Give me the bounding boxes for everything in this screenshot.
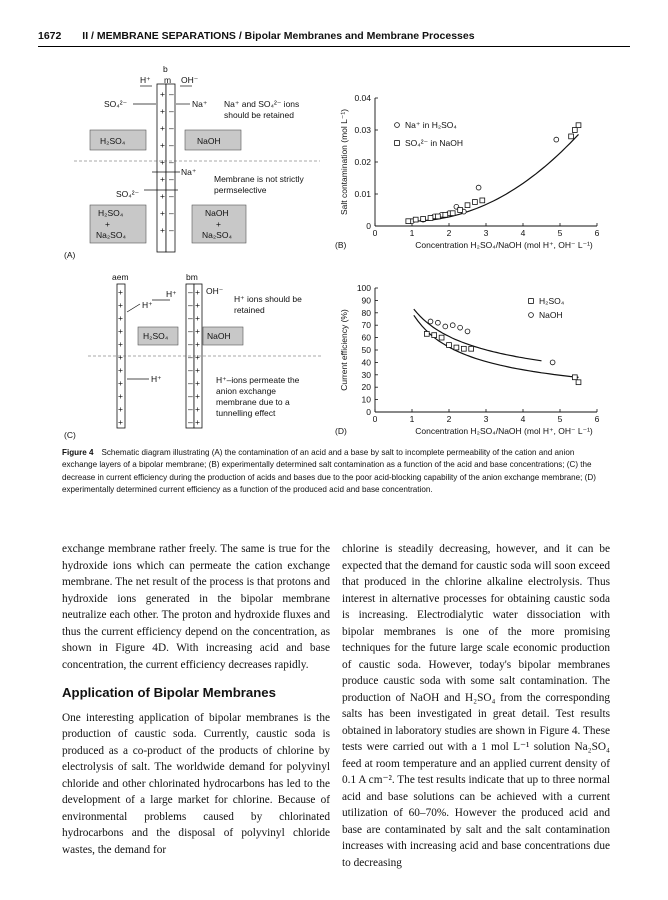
- ion-oh-top: OH⁻: [181, 75, 199, 85]
- y-tick-label: 100: [356, 283, 371, 293]
- x-tick-label: 6: [594, 228, 600, 238]
- y-tick-label: 70: [361, 320, 371, 331]
- svg-text:–: –: [188, 404, 193, 414]
- data-point-square: [432, 333, 437, 338]
- panel-d: [335, 280, 615, 442]
- panel-a-label: (A): [64, 250, 76, 260]
- svg-text:+: +: [118, 300, 123, 310]
- svg-text:+: +: [195, 378, 200, 388]
- header-rule: [38, 46, 630, 47]
- data-point-circle: [436, 320, 441, 325]
- svg-text:–: –: [188, 365, 193, 375]
- data-point-square: [454, 345, 459, 350]
- section-heading: Application of Bipolar Membranes: [62, 685, 276, 700]
- ion-so4-top: SO₄²⁻: [104, 99, 128, 109]
- x-tick-label: 0: [372, 414, 378, 424]
- data-point-square: [480, 198, 485, 203]
- ion-h-top: H⁺: [140, 75, 151, 85]
- left-paragraph-2: One interesting application of bipolar membranes is the production of caustic soda. Currently, caustic soda is produced as a co-product of the products of chlorine by electrolysis of salt. The worldwide demand for polyvinyl chloride and other chlorinated hydrocarbons has led to the development of a large market for chlorine. Because of environmental problems caused by chlorinated hydrocarbons and the disposal of polyvinyl chloride wastes, the demand for: [62, 711, 330, 856]
- x-axis-label: Concentration H₂SO₄/NaOH (mol H⁺, OH⁻ L⁻¹): [415, 426, 593, 436]
- data-point-square: [447, 343, 452, 348]
- data-point-square: [572, 128, 577, 133]
- svg-text:+: +: [160, 208, 165, 218]
- x-tick-label: 5: [557, 414, 563, 424]
- ion-h-permeate: H⁺: [151, 374, 162, 384]
- svg-text:+: +: [195, 339, 200, 349]
- data-point-square: [576, 123, 581, 128]
- note-permeate-4: tunnelling effect: [216, 408, 276, 418]
- box-h2so4-na2so4-line1: H₂SO₄: [98, 208, 124, 218]
- x-tick-label: 6: [594, 414, 600, 424]
- data-point-circle: [465, 329, 470, 334]
- ion-na-top: Na⁺: [192, 99, 208, 109]
- membrane-label-b: b: [163, 64, 168, 74]
- svg-text:+: +: [195, 313, 200, 323]
- ion-na-mid: Na⁺: [181, 167, 197, 177]
- svg-text:–: –: [188, 287, 193, 297]
- svg-text:–: –: [169, 157, 174, 167]
- svg-text:+: +: [118, 417, 123, 427]
- membrane-label-m: m: [164, 75, 172, 85]
- svg-text:–: –: [188, 300, 193, 310]
- ion-h-bm: H⁺: [166, 289, 177, 299]
- salt-contamination-chart: [335, 88, 615, 268]
- y-tick-label: 0.04: [354, 93, 371, 103]
- panel-a-diagram: [60, 62, 335, 262]
- x-tick-label: 0: [372, 228, 378, 238]
- data-point-square: [428, 216, 433, 221]
- y-tick-label: 40: [361, 357, 371, 368]
- data-point-circle: [476, 185, 481, 190]
- x-tick-label: 4: [520, 228, 526, 238]
- legend-marker-circle: [529, 313, 534, 318]
- data-point-square: [413, 217, 418, 222]
- data-point-circle: [458, 325, 463, 330]
- data-point-square: [436, 214, 441, 219]
- data-point-square: [572, 375, 577, 380]
- svg-text:+: +: [195, 326, 200, 336]
- data-point-circle: [554, 137, 559, 142]
- note-h-retained-2: retained: [234, 305, 265, 315]
- box-h2so4-na2so4-line3: Na₂SO₄: [96, 230, 126, 240]
- data-point-square: [576, 380, 581, 385]
- svg-text:–: –: [188, 326, 193, 336]
- svg-text:–: –: [188, 352, 193, 362]
- svg-text:+: +: [195, 417, 200, 427]
- svg-text:–: –: [169, 140, 174, 150]
- svg-text:+: +: [118, 287, 123, 297]
- y-tick-label: 60: [361, 332, 371, 343]
- panel-c-diagram: [60, 272, 335, 442]
- data-point-square: [473, 200, 478, 205]
- data-point-circle: [550, 360, 555, 365]
- svg-text:+: +: [195, 391, 200, 401]
- ion-oh-bm: OH⁻: [206, 286, 224, 296]
- data-point-square: [469, 346, 474, 351]
- x-tick-label: 2: [446, 414, 452, 424]
- data-point-circle: [428, 319, 433, 324]
- data-point-square: [450, 211, 455, 216]
- data-point-square: [461, 346, 466, 351]
- svg-text:–: –: [169, 174, 174, 184]
- x-tick-label: 1: [409, 414, 415, 424]
- legend-marker-square: [529, 299, 534, 304]
- svg-text:+: +: [118, 378, 123, 388]
- svg-text:+: +: [195, 300, 200, 310]
- data-point-square: [421, 217, 426, 222]
- svg-text:+: +: [160, 123, 165, 133]
- legend-label: SO₄²⁻ in NaOH: [405, 138, 464, 148]
- note-permselective-1: Membrane is not strictly: [214, 174, 304, 184]
- y-tick-label: 10: [361, 394, 371, 405]
- y-tick-label: 80: [361, 307, 371, 318]
- svg-text:+: +: [195, 365, 200, 375]
- svg-text:–: –: [188, 417, 193, 427]
- panel-label: (B): [335, 240, 347, 250]
- svg-text:+: +: [160, 174, 165, 184]
- note-h-retained-1: H⁺ ions should be: [234, 294, 302, 304]
- legend-label: H₂SO₄: [539, 296, 565, 306]
- note-retained-1: Na⁺ and SO₄²⁻ ions: [224, 99, 300, 109]
- figure-caption: [62, 447, 610, 497]
- box-h2so4-c-label: H₂SO₄: [143, 331, 169, 341]
- panel-label: (D): [335, 426, 347, 436]
- legend-label: Na⁺ in H₂SO₄: [405, 120, 457, 130]
- note-permeate-2: anion exchange: [216, 386, 277, 396]
- page-number: 1672: [38, 30, 62, 42]
- svg-text:+: +: [118, 391, 123, 401]
- bm-label: bm: [186, 272, 198, 282]
- y-tick-label: 50: [361, 345, 371, 355]
- data-point-circle: [443, 324, 448, 329]
- x-tick-label: 5: [557, 228, 563, 238]
- svg-text:+: +: [195, 352, 200, 362]
- y-tick-label: 90: [361, 295, 371, 306]
- box-naoh-na2so4-line3: Na₂SO₄: [202, 230, 232, 240]
- box-naoh-na2so4-line1: NaOH: [205, 208, 229, 218]
- svg-text:–: –: [188, 339, 193, 349]
- panel-b: [335, 88, 615, 268]
- svg-text:–: –: [169, 89, 174, 99]
- y-tick-label: 30: [361, 369, 371, 380]
- y-tick-label: 0: [366, 407, 371, 417]
- box-naoh-c-label: NaOH: [207, 331, 231, 341]
- ion-so4-mid: SO₄²⁻: [116, 189, 140, 199]
- left-paragraph-1: exchange membrane rather freely. The same is true for the hydroxide ions which can permeate the cation exchange membrane. The net result of the process is that protons and hydroxide ions generated in the bipolar membrane neutralize each other. The proton and hydroxide fluxes and thus the current efficiency depend on the concentration, as shown in Figure 4D. With increasing acid and base concentration, the current efficiency decreases rapidly.: [62, 543, 330, 671]
- note-permeate-1: H⁺–ions permeate the: [216, 375, 300, 385]
- y-axis-label: Salt contamination (mol L⁻¹): [339, 108, 349, 216]
- x-tick-label: 1: [409, 228, 415, 238]
- caption-text: Schematic diagram illustrating (A) the contamination of an acid and a base by salt to incomplete permeability of the cation and anion exchange layers of a bipolar membrane; (B) experimentally determined salt contamination as a function of the acid and base concentrations; (C) the decrease in current efficiency during the production of acids and bases due to the poor acid-blocking capability of the anion exchange membrane; (D) experimentally determined current efficiency as a function of the produced acid and base concentration.: [62, 448, 596, 495]
- bipolar-membrane: [157, 84, 175, 252]
- caption-label: Figure 4: [62, 448, 94, 457]
- right-column: [342, 541, 610, 871]
- svg-text:+: +: [195, 287, 200, 297]
- running-title: II / MEMBRANE SEPARATIONS / Bipolar Membranes and Membrane Processes: [82, 30, 475, 42]
- svg-text:+: +: [118, 352, 123, 362]
- ion-h-left: H⁺: [142, 300, 153, 310]
- x-tick-label: 4: [520, 414, 526, 424]
- note-retained-2: should be retained: [224, 110, 294, 120]
- svg-text:+: +: [118, 365, 123, 375]
- data-point-circle: [450, 323, 455, 328]
- svg-text:–: –: [188, 378, 193, 388]
- legend-marker-square: [395, 141, 400, 146]
- left-column: [62, 541, 330, 858]
- note-permeate-3: membrane due to a: [216, 397, 290, 407]
- panel-a: [60, 62, 335, 262]
- y-tick-label: 0.03: [354, 125, 371, 135]
- data-point-square: [424, 331, 429, 336]
- svg-text:–: –: [169, 123, 174, 133]
- svg-text:+: +: [118, 326, 123, 336]
- svg-text:–: –: [188, 313, 193, 323]
- data-point-square: [406, 219, 411, 224]
- panel-c-label: (C): [64, 430, 76, 440]
- box-h2so4-na2so4-line2: +: [105, 219, 110, 229]
- svg-text:+: +: [195, 404, 200, 414]
- svg-text:+: +: [118, 404, 123, 414]
- y-tick-label: 0.01: [354, 189, 371, 199]
- right-paragraph-1: chlorine is steadily decreasing, however, and it can be expected that the demand for caustic soda will soon exceed that produced in the chlorine alkaline electrolysis. Thus interest in alternative processes for obtaining caustic soda is increasing. Electrodialytic water dissociation with bipolar membranes is one of the more promising techniques for the future large scale economic production of caustic soda. However, today's bipolar membranes produce caustic soda with some salt contamination. The production of NaOH and H₂SO₄ from the corresponding salts has been investigated in great detail. Test results obtained in laboratory studies are shown in Figure 4. These tests were carried out with a 1 mol L⁻¹ solution Na₂SO₄ feed at room temperature and an applied current density of 0.1 A cm⁻². The test results indicate that up to three normal acid and base solutions can be achieved with a current utilization of 60–70%. However the produced acid and base are contaminated by salt and the salt contamination increases with increasing acid and base concentrations due to decreasing: [342, 543, 610, 869]
- svg-text:+: +: [160, 106, 165, 116]
- running-header: [38, 30, 475, 42]
- svg-text:–: –: [169, 191, 174, 201]
- data-point-square: [458, 208, 463, 213]
- svg-text:–: –: [188, 391, 193, 401]
- panel-c: [60, 272, 335, 442]
- x-tick-label: 2: [446, 228, 452, 238]
- note-permselective-2: permselective: [214, 185, 267, 195]
- svg-text:+: +: [160, 140, 165, 150]
- box-h2so4-label: H₂SO₄: [100, 136, 126, 146]
- svg-text:+: +: [118, 339, 123, 349]
- svg-text:–: –: [169, 208, 174, 218]
- data-point-square: [439, 335, 444, 340]
- data-point-square: [465, 203, 470, 208]
- y-tick-label: 20: [361, 382, 371, 393]
- data-point-square: [569, 134, 574, 139]
- box-naoh-label: NaOH: [197, 136, 221, 146]
- svg-text:+: +: [118, 313, 123, 323]
- current-efficiency-chart: [335, 280, 615, 442]
- y-tick-label: 0: [366, 221, 371, 231]
- svg-text:+: +: [160, 157, 165, 167]
- y-tick-label: 0.02: [354, 157, 371, 167]
- x-tick-label: 3: [483, 228, 489, 238]
- svg-text:+: +: [160, 89, 165, 99]
- box-naoh-na2so4-line2: +: [216, 219, 221, 229]
- data-point-square: [443, 212, 448, 217]
- legend-label: NaOH: [539, 310, 563, 320]
- y-axis-label: Current efficiency (%): [339, 309, 349, 391]
- aem-label: aem: [112, 272, 129, 282]
- x-tick-label: 3: [483, 414, 489, 424]
- x-axis-label: Concentration H₂SO₄/NaOH (mol H⁺, OH⁻ L⁻¹): [415, 240, 593, 250]
- svg-text:+: +: [160, 191, 165, 201]
- svg-text:–: –: [169, 225, 174, 235]
- svg-text:–: –: [169, 106, 174, 116]
- legend-marker-circle: [395, 123, 400, 128]
- svg-text:+: +: [160, 225, 165, 235]
